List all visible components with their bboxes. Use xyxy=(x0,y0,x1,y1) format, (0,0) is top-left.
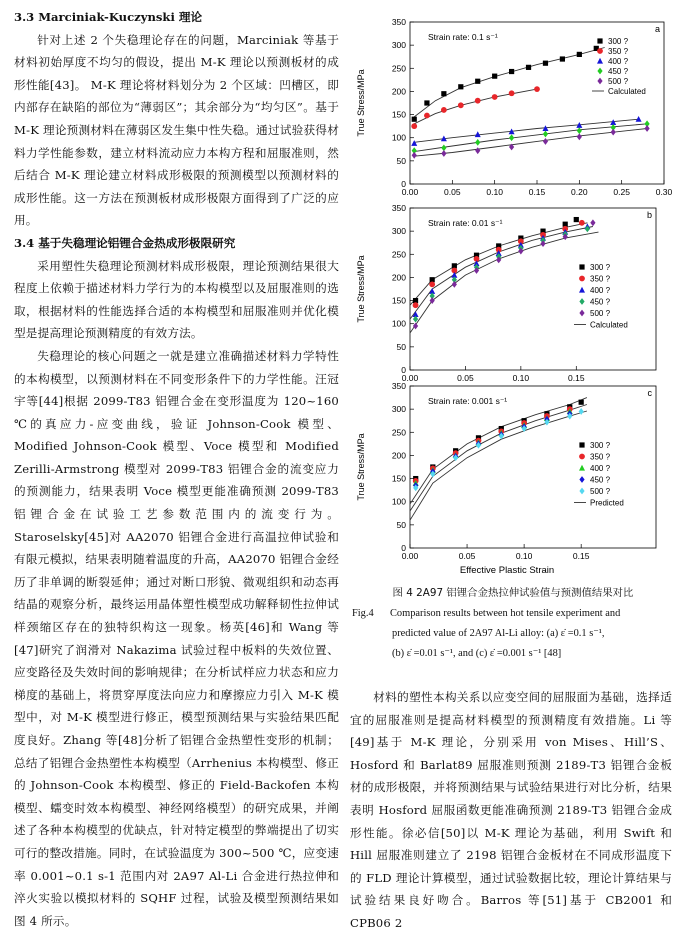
figure-caption-en-line3: (b) ε̇ =0.01 s⁻¹, and (c) ε̇ =0.001 s⁻¹ [48] xyxy=(392,648,562,659)
legend-predicted-label: Predicted xyxy=(590,498,624,508)
data-point xyxy=(509,134,514,141)
data-point xyxy=(509,90,515,96)
legend-label: 300 ? xyxy=(608,37,629,46)
chart-panel-b xyxy=(352,198,672,383)
y-tick-label: 250 xyxy=(391,249,406,260)
data-point xyxy=(458,102,464,108)
section-heading-3-4: 3.4 基于失稳理论铝锂合金热成形极限研究 xyxy=(14,235,236,250)
y-axis-label: True Stress/MPa xyxy=(356,433,366,501)
y-axis-label: True Stress/MPa xyxy=(356,69,366,137)
data-point xyxy=(492,74,497,79)
legend-marker xyxy=(597,68,602,75)
data-point xyxy=(412,152,417,159)
y-axis-label: True Stress/MPa xyxy=(356,255,366,323)
y-tick-label: 200 xyxy=(391,86,406,97)
data-point xyxy=(577,52,582,57)
data-point xyxy=(636,116,642,122)
legend-label: 450 ? xyxy=(590,297,611,307)
legend-label: 500 ? xyxy=(590,487,611,496)
x-tick-label: 0.25 xyxy=(613,187,630,197)
x-tick-label: 0.30 xyxy=(655,187,673,197)
predicted-curve xyxy=(414,89,537,124)
paragraph-constitutive-models: 失稳理论的核心问题之一就是建立准确描述材料力学特性的本构模型，以预测材料在不同变形条件下的力学性能。汪冠宇等[44]根据 2099-T83 铝锂合金在变形温度为 120~160 ℃的真应力-应变曲线，验证 Johnson-Cook 模型、Modified Johnson-Cook 模型、Voce 模型和 Modified Zerilli-Armstrong 模型对 2099-T83 铝锂合金的流变应力的预测能力，结果表明 Voce 模型更能准确预测 2099-T83 铝锂合金在试验工艺参数范围内的流变行为。Staroselsky[45]对 AA2070 铝锂合金进行高温拉伸试验和有限元模拟，结果表明随着温度的升高，AA2070 铝锂合金经历了非单调的断裂延伸；通过对断口形貌、微观组织和动态再结晶的观察分析，最终运用晶体塑性模型成功解释韧性拉伸试样颈缩区存在的独特织构这一现象。杨英[46]和 Wang 等[47]研究了润滑对 Nakazima 试验过程中板料的失效位置、应变路径及失效时间的影响规律；在分析试样应力状态和应力梯度的基础上，将贯穿厚度法向应力和摩擦应力引入 M-K 模型中，对 M-K 模型进行修正，模型预测结果与实验结果匹配度良好。Zhang 等[48]分析了铝锂合金热塑性变形的机制；总结了铝锂合金热塑性本构模型（Arrhenius 本构模型、修正的 Johnson-Cook 本构模型、修正的 Field-Backofen 本构模型、蠕变时效本构模型、神经网络模型）的研究成果，并阐述了各种本构模型的优缺点，针对特定模型的弊端提出了切实可行的整改措施。同时，在试验温度为 300~500 ℃，应变速率 0.001~0.1 s-1 范围内对 2A97 Al-Li 合金进行热拉伸和淬火实验以模拟材料的 SQHF 过程，试验及模型预测结果如图 4 所示。 xyxy=(14,348,339,928)
y-tick-label: 150 xyxy=(391,109,406,120)
predicted-curve xyxy=(410,223,587,305)
data-point xyxy=(475,98,481,104)
y-tick-label: 50 xyxy=(396,519,406,530)
data-point xyxy=(534,86,540,92)
data-point xyxy=(429,281,435,287)
figure-caption-en-label: Fig.4 xyxy=(352,608,374,619)
data-point xyxy=(441,107,447,113)
legend-marker xyxy=(579,465,585,471)
x-tick-label: 0.15 xyxy=(568,373,585,383)
legend-predicted-label: Calculated xyxy=(590,320,628,330)
data-point xyxy=(411,123,417,129)
data-point xyxy=(579,220,585,226)
legend-marker xyxy=(579,476,584,483)
data-point xyxy=(424,113,430,119)
legend-marker xyxy=(579,454,585,460)
data-point xyxy=(475,79,480,84)
data-point xyxy=(412,117,417,122)
data-point xyxy=(526,65,531,70)
legend-label: 300 ? xyxy=(590,263,611,272)
data-point xyxy=(590,219,595,226)
legend-label: 350 ? xyxy=(590,452,611,462)
x-tick-label: 0.15 xyxy=(528,187,546,197)
x-tick-label: 0.05 xyxy=(457,373,474,383)
y-tick-label: 300 xyxy=(391,404,406,415)
strain-rate-annotation: Strain rate: 0.1 s⁻¹ xyxy=(428,32,498,42)
data-point xyxy=(543,61,548,66)
y-tick-label: 300 xyxy=(391,226,406,237)
paragraph-yield-criteria: 材料的塑性本构关系以应变空间的屈服面为基础，选择适宜的屈服准则是提高材料模型的预测精度有效措施。Li 等[49]基于 M-K 理论，分别采用 von Mises、Hill’S、Hosford 和 Barlat89 屈服准则预测 2189-T3 铝锂合金板材的成形极限，并将预测结果与试验结果进行对比分析，结果表明 Hosford 屈服函数更能准确预测 2189-T3 铝锂合金成形性能。徐必信[50]以 M-K 理论为基础，利用 Swift 和 Hill 屈服准则建立了 2198 铝锂合金板材在不同成形温度下的 FLD 理论计算模型，通过试验数据比较，理论计算结果与试验结果良好吻合。Barros 等[51]基于 CB2001 和 CPB06 2 xyxy=(350,690,672,930)
y-tick-label: 200 xyxy=(391,450,406,461)
legend-marker xyxy=(597,38,602,43)
data-point xyxy=(413,302,419,308)
predicted-curve xyxy=(414,48,605,117)
legend-label: 400 ? xyxy=(590,464,611,473)
section-heading-3-3: 3.3 Marciniak-Kuczynski 理论 xyxy=(14,10,203,24)
legend-label: 450 ? xyxy=(590,475,611,485)
y-tick-label: 100 xyxy=(391,132,406,143)
legend-marker xyxy=(579,442,584,447)
x-tick-label: 0.15 xyxy=(572,551,590,561)
legend-label: 500 ? xyxy=(608,77,629,86)
legend-label: 300 ? xyxy=(590,441,611,450)
y-tick-label: 250 xyxy=(391,427,406,438)
data-point xyxy=(577,133,582,140)
data-point xyxy=(475,147,480,154)
figure-caption-en xyxy=(352,604,674,664)
figure-caption-en-line2: predicted value of 2A97 Al-Li alloy: (a) ε̇ =0.1 s⁻¹, xyxy=(392,628,605,639)
y-tick-label: 0 xyxy=(401,365,406,375)
legend-label: 450 ? xyxy=(608,67,629,76)
data-point xyxy=(441,150,446,157)
data-point xyxy=(509,69,514,74)
y-tick-label: 0 xyxy=(401,179,406,189)
data-point xyxy=(560,56,565,61)
data-point xyxy=(585,225,590,232)
y-tick-label: 150 xyxy=(391,295,406,306)
legend-label: 350 ? xyxy=(608,47,629,56)
x-axis-label: Effective Plastic Strain xyxy=(459,565,555,576)
legend-label: 400 ? xyxy=(590,286,611,295)
y-tick-label: 350 xyxy=(391,203,406,213)
legend-label: 500 ? xyxy=(590,309,611,318)
legend-marker xyxy=(579,264,584,269)
x-tick-label: 0.00 xyxy=(401,551,419,561)
predicted-curve xyxy=(410,227,593,320)
strain-rate-annotation: Strain rate: 0.001 s⁻¹ xyxy=(428,396,508,406)
data-point xyxy=(411,140,417,146)
data-point xyxy=(543,138,548,145)
y-tick-label: 100 xyxy=(391,496,406,507)
y-tick-label: 0 xyxy=(401,543,406,553)
predicted-curve xyxy=(414,119,638,142)
data-point xyxy=(475,131,481,137)
x-tick-label: 0.20 xyxy=(571,187,588,197)
predicted-curve xyxy=(410,411,587,520)
x-tick-label: 0.00 xyxy=(401,187,419,197)
y-tick-label: 150 xyxy=(391,473,406,484)
paragraph-mk-theory: 针对上述 2 个失稳理论存在的问题，Marciniak 等基于材料初始厚度不均匀的假设，提出 M-K 理论以预测板材的成形性能[43]。 M-K 理论将材料划分为 2 个区域：凹槽区，即内部存在缺陷的部位为“薄弱区”；其余部分为“均匀区”。基于 M-K 理论预测材料在薄弱区发生集中性失稳。通过试验获得材料力学性能参数，建立材料流动应力本构方程和屈服准则，然后结合 M-K 理论建立材料成形极限的预测模型以预测材料的成形性能。这一方法在预测板材成形极限方面得到了广泛的应用。 xyxy=(14,32,339,228)
data-point xyxy=(579,400,584,405)
data-point xyxy=(579,408,584,415)
legend-marker xyxy=(579,488,584,495)
x-tick-label: 0.10 xyxy=(486,187,503,197)
x-tick-label: 0.00 xyxy=(401,373,419,383)
data-point xyxy=(475,139,480,146)
predicted-curve xyxy=(410,398,587,504)
plot-frame xyxy=(410,386,656,548)
data-point xyxy=(644,125,649,132)
y-tick-label: 50 xyxy=(396,155,406,166)
x-tick-label: 0.05 xyxy=(444,187,461,197)
y-tick-label: 200 xyxy=(391,272,406,283)
legend-label: 350 ? xyxy=(590,274,611,284)
predicted-curve xyxy=(410,232,599,333)
legend-marker xyxy=(597,48,603,54)
right-column xyxy=(350,686,672,935)
figure-caption-en-line1: Comparison results between hot tensile experiment and xyxy=(390,608,621,619)
data-point xyxy=(424,100,429,105)
x-tick-label: 0.10 xyxy=(512,373,530,383)
data-point xyxy=(543,131,548,138)
predicted-curve xyxy=(410,405,587,512)
data-point xyxy=(458,84,463,89)
legend-marker xyxy=(597,58,603,64)
data-point xyxy=(574,217,579,222)
legend-marker xyxy=(579,298,584,305)
y-tick-label: 350 xyxy=(391,17,406,27)
figure-caption-zh: 图 4 2A97 铝锂合金热拉伸试验值与预测值结果对比 xyxy=(392,587,634,599)
legend-marker xyxy=(579,276,585,282)
data-point xyxy=(577,127,582,134)
data-point xyxy=(441,91,446,96)
data-point xyxy=(611,129,616,136)
panel-letter: c xyxy=(647,388,652,398)
y-tick-label: 250 xyxy=(391,63,406,74)
legend-marker xyxy=(597,78,602,85)
y-tick-label: 300 xyxy=(391,40,406,51)
legend-marker xyxy=(579,310,584,317)
panel-letter: b xyxy=(646,210,652,220)
chart-panel-c xyxy=(352,376,672,576)
chart-panel-a xyxy=(352,12,673,197)
legend-predicted-label: Calculated xyxy=(608,87,646,96)
x-tick-label: 0.05 xyxy=(458,551,476,561)
legend-label: 400 ? xyxy=(608,57,629,66)
strain-rate-annotation: Strain rate: 0.01 s⁻¹ xyxy=(428,218,503,228)
panel-letter: a xyxy=(654,24,660,34)
x-tick-label: 0.10 xyxy=(515,551,533,561)
legend-marker xyxy=(579,287,585,293)
left-column xyxy=(14,6,339,932)
y-tick-label: 50 xyxy=(396,341,406,352)
data-point xyxy=(492,94,498,100)
paragraph-instability-method: 采用塑性失稳理论预测材料成形极限，理论预测结果很大程度上依赖于描述材料力学行为的本构模型以及屈服准则的选取，根据材料的性能选择合适的本构模型和屈服准则并优化模型是提高理论预测精度的有效方法。 xyxy=(14,258,339,341)
y-tick-label: 350 xyxy=(391,381,406,391)
y-tick-label: 100 xyxy=(391,318,406,329)
